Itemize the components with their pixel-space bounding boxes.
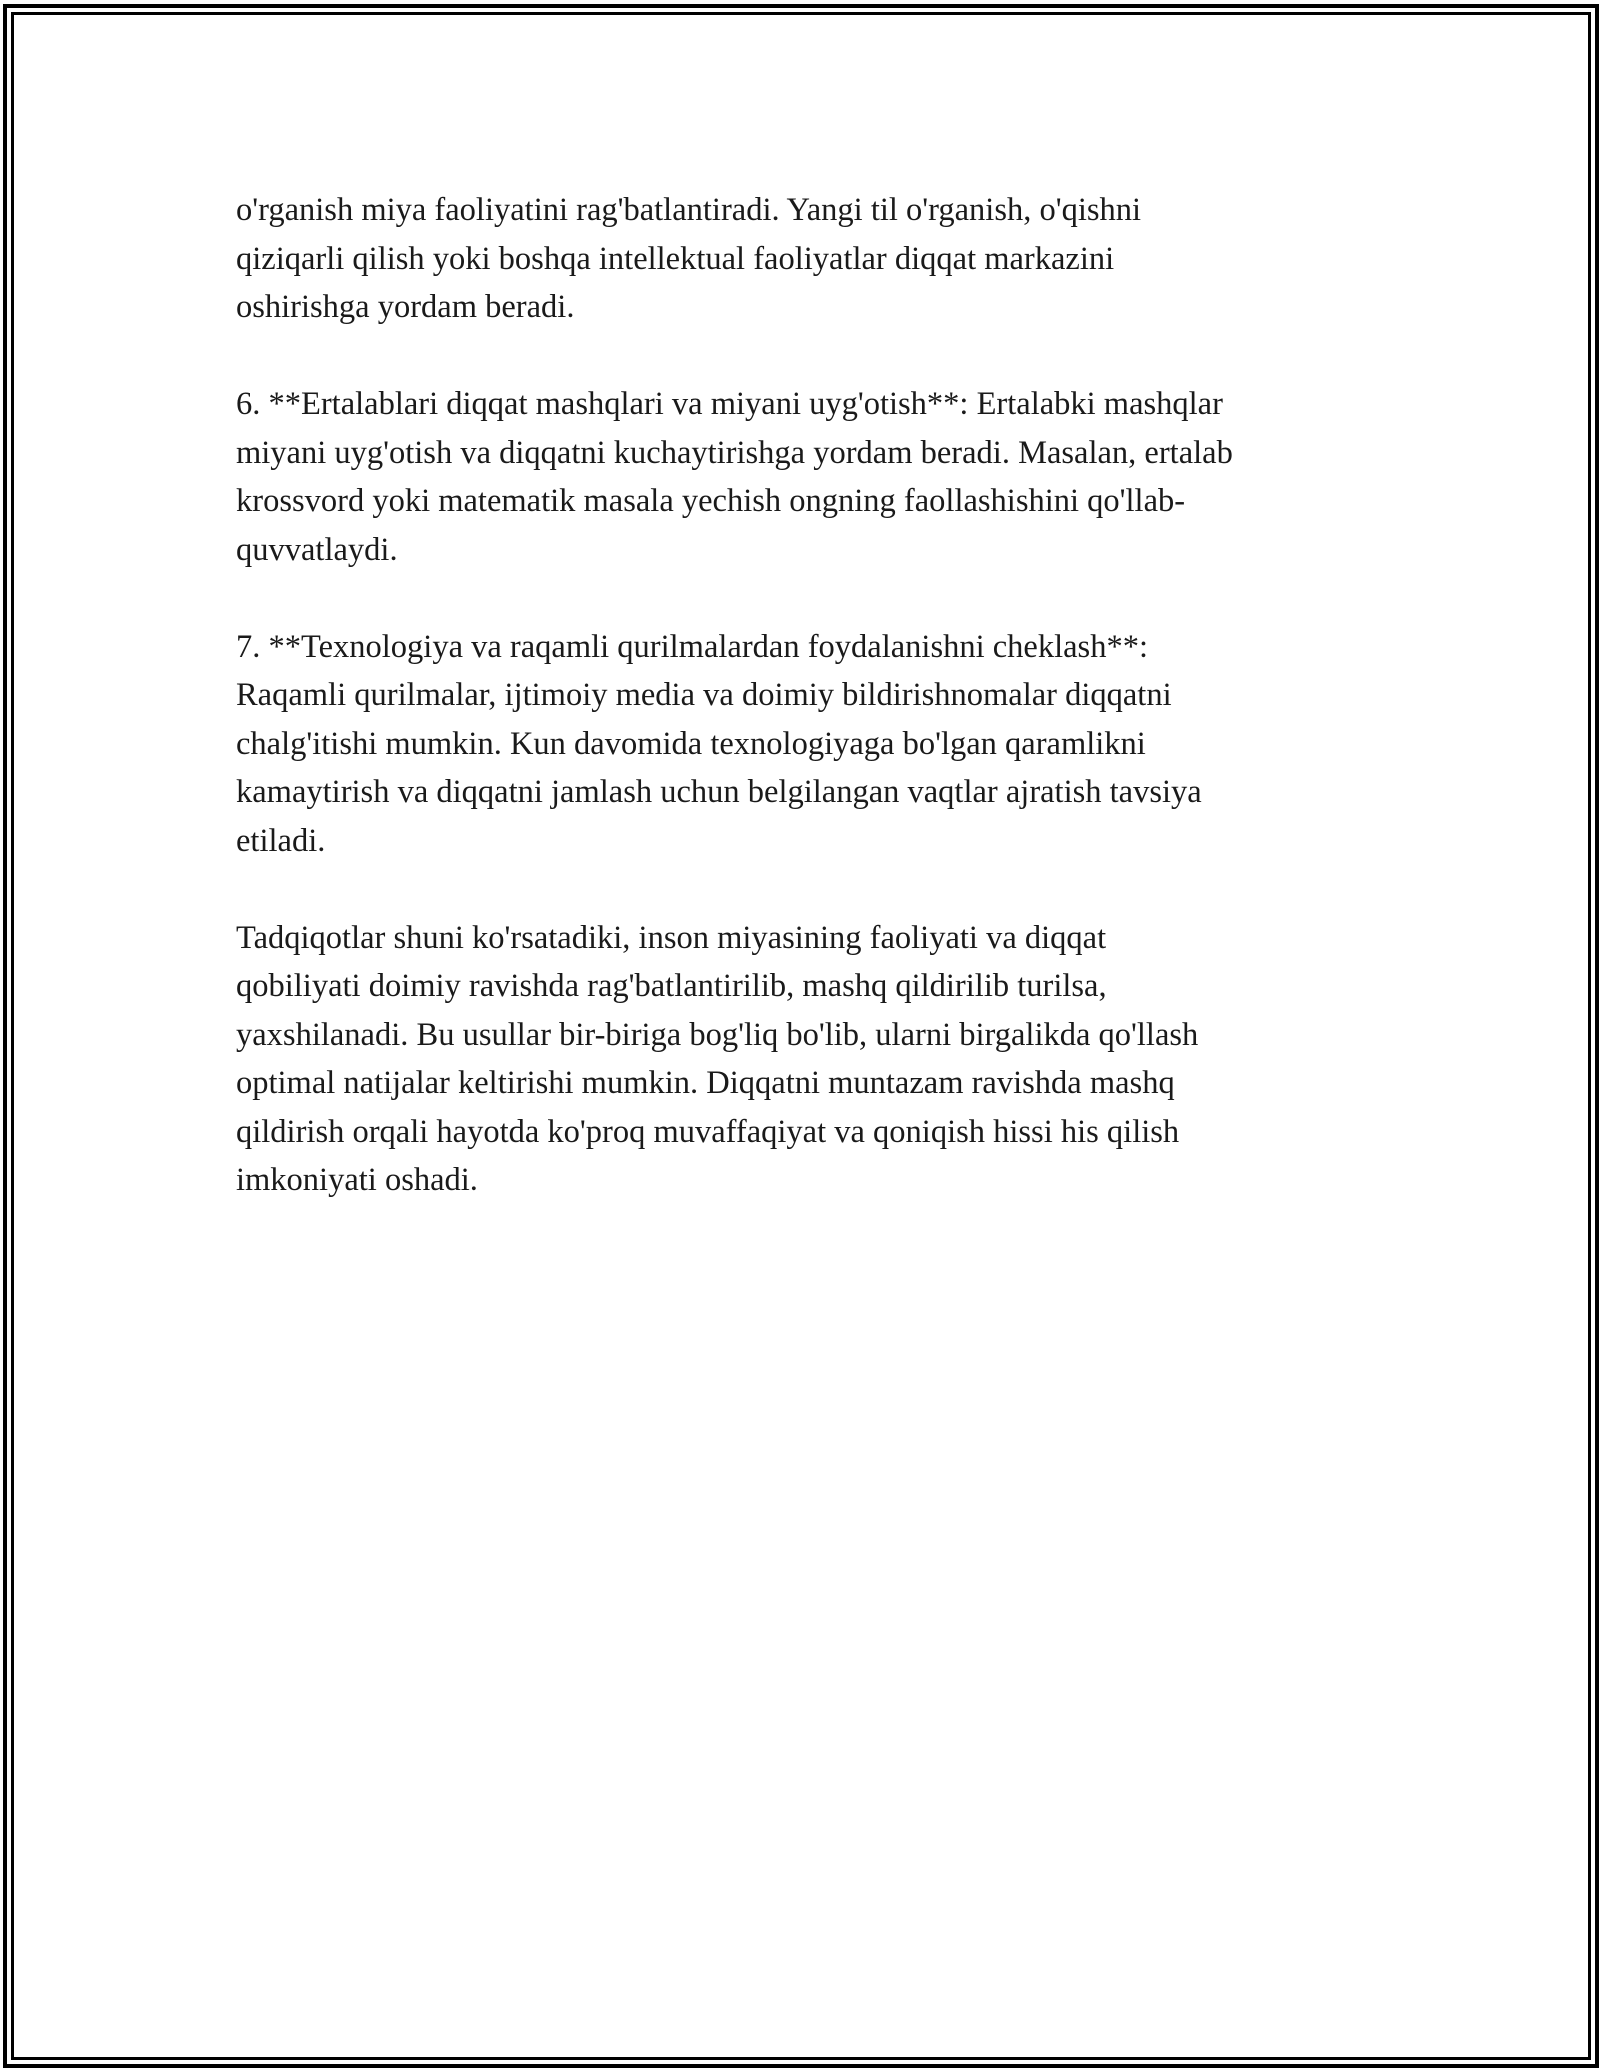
paragraph-item-7: 7. **Texnologiya va raqamli qurilmalardan foydalanishni cheklash**: Raqamli qurilmalar, ijtimoiy media va doimiy bildirishnomalar diqqatni chalg'itishi mumkin. Kun davomida texnologiyaga bo'lgan qaramlikni kamaytirish va diqqatni jamlash uchun belgilangan vaqtlar ajratish tavsiya etiladi. xyxy=(236,628,1202,859)
paragraph-conclusion: Tadqiqotlar shuni ko'rsatadiki, inson miyasining faoliyati va diqqat qobiliyati doimiy ravishda rag'batlantirilib, mashq qildirilib turilsa, yaxshilanadi. Bu usullar bir-biriga bog'liq bo'lib, ularni birgalikda qo'llash optimal natijalar keltirishi mumkin. Diqqatni muntazam ravishda mashq qildirish orqali hayotda ko'proq muvaffaqiyat va qoniqish hissi his qilish imkoniyati oshadi. xyxy=(236,919,1199,1198)
paragraph-intro-continuation: o'rganish miya faoliyatini rag'batlantiradi. Yangi til o'rganish, o'qishni qiziqarli qilish yoki boshqa intellektual faoliyatlar diqqat markazini oshirishga yordam beradi. xyxy=(236,192,1142,325)
document-body xyxy=(236,186,1396,1253)
paragraph-item-6: 6. **Ertalablari diqqat mashqlari va miyani uyg'otish**: Ertalabki mashqlar miyani uyg'otish va diqqatni kuchaytirishga yordam beradi. Masalan, ertalab krossvord yoki matematik masala yechish ongning faollashishini qo'llab- quvvatlaydi. xyxy=(236,386,1233,568)
